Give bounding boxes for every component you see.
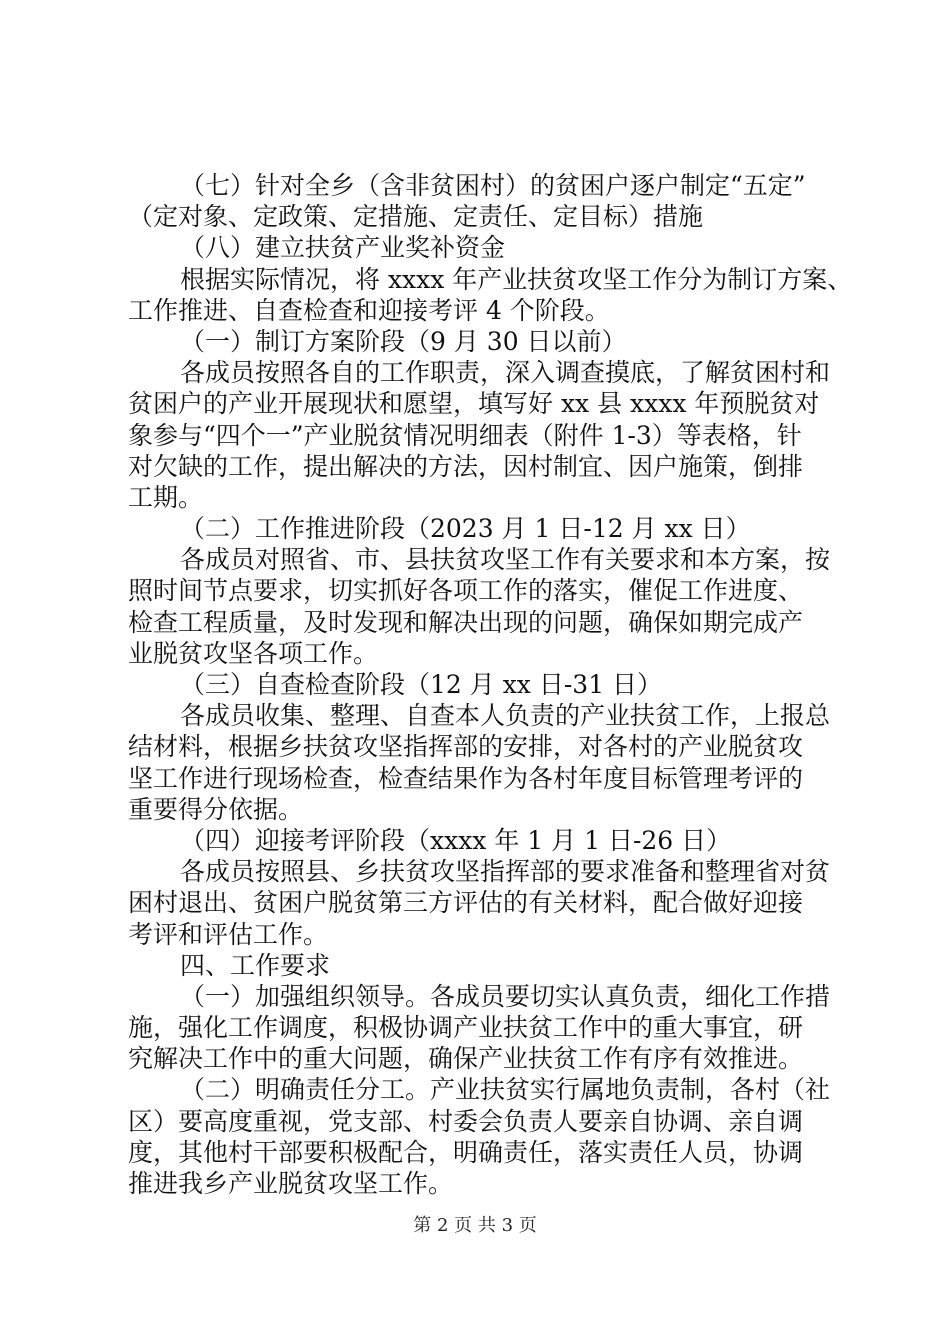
paragraph-line: （八）建立扶贫产业奖补资金 [180,233,506,263]
paragraph-line: 度，其他村干部要积极配合，明确责任，落实责任人员，协调 [128,1137,804,1167]
paragraph-line: 究解决工作中的重大问题，确保产业扶贫工作有序有效推进。 [128,1044,804,1074]
paragraph-line: 工期。 [128,482,204,512]
paragraph-line: 坚工作进行现场检查，检查结果作为各村年度目标管理考评的 [128,763,804,793]
paragraph-line: 各成员收集、整理、自查本人负责的产业扶贫工作，上报总 [180,701,831,731]
section-heading: （三）自查检查阶段（12 月 xx 日-31 日） [180,670,663,699]
section-heading: （一）制订方案阶段（9 月 30 日以前） [180,326,627,356]
paragraph-line: 业脱贫攻坚各项工作。 [128,638,379,668]
document-body [128,170,853,1199]
section-heading: （二）工作推进阶段（2023 月 1 日-12 月 xx 日） [180,514,751,544]
paragraph-line: 检查工程质量，及时发现和解决出现的问题，确保如期完成产 [128,607,804,637]
paragraph-line: 结材料，根据乡扶贫攻坚指挥部的安排，对各村的产业脱贫攻 [128,732,804,762]
paragraph-line: （七）针对全乡（含非贫困村）的贫困户逐户制定“五定” [180,171,806,200]
paragraph-line: 施，强化工作调度，积极协调产业扶贫工作中的重大事宜，研 [128,1013,804,1043]
paragraph-line: （定对象、定政策、定措施、定责任、定目标）措施 [128,202,704,232]
page-footer: 第 2 页 共 3 页 [413,1215,537,1236]
paragraph-line: 重要得分依据。 [128,794,304,824]
paragraph-line: 对欠缺的工作，提出解决的方法，因村制宜、因户施策，倒排 [128,451,804,481]
paragraph-line: 工作推进、自查检查和迎接考评 4 个阶段。 [128,295,610,325]
paragraph-line: 象参与“四个一”产业脱贫情况明细表（附件 1-3）等表格，针 [128,420,802,450]
section-heading: 四、工作要求 [180,950,331,980]
section-heading: （四）迎接考评阶段（xxxx 年 1 月 1 日-26 日） [180,825,732,855]
paragraph-line: 各成员对照省、市、县扶贫攻坚工作有关要求和本方案，按 [180,545,831,575]
paragraph-line: 各成员按照各自的工作职责，深入调查摸底，了解贫困村和 [180,358,831,388]
paragraph-line: （二）明确责任分工。产业扶贫实行属地负责制，各村（社 [180,1075,831,1105]
paragraph-line: 推进我乡产业脱贫攻坚工作。 [128,1169,454,1198]
paragraph-line: 照时间节点要求，切实抓好各项工作的落实，催促工作进度、 [128,576,804,606]
paragraph-line: 考评和评估工作。 [128,919,329,949]
paragraph-line: 困村退出、贫困户脱贫第三方评估的有关材料，配合做好迎接 [128,888,804,918]
paragraph-line: 贫困户的产业开展现状和愿望，填写好 xx 县 xxxx 年预脱贫对 [128,389,820,419]
paragraph-line: 根据实际情况，将 xxxx 年产业扶贫攻坚工作分为制订方案、 [180,264,853,294]
paragraph-line: 区）要高度重视，党支部、村委会负责人要亲自协调、亲自调 [128,1106,804,1136]
paragraph-line: （一）加强组织领导。各成员要切实认真负责，细化工作措 [180,981,831,1011]
paragraph-line: 各成员按照县、乡扶贫攻坚指挥部的要求准备和整理省对贫 [180,857,831,887]
